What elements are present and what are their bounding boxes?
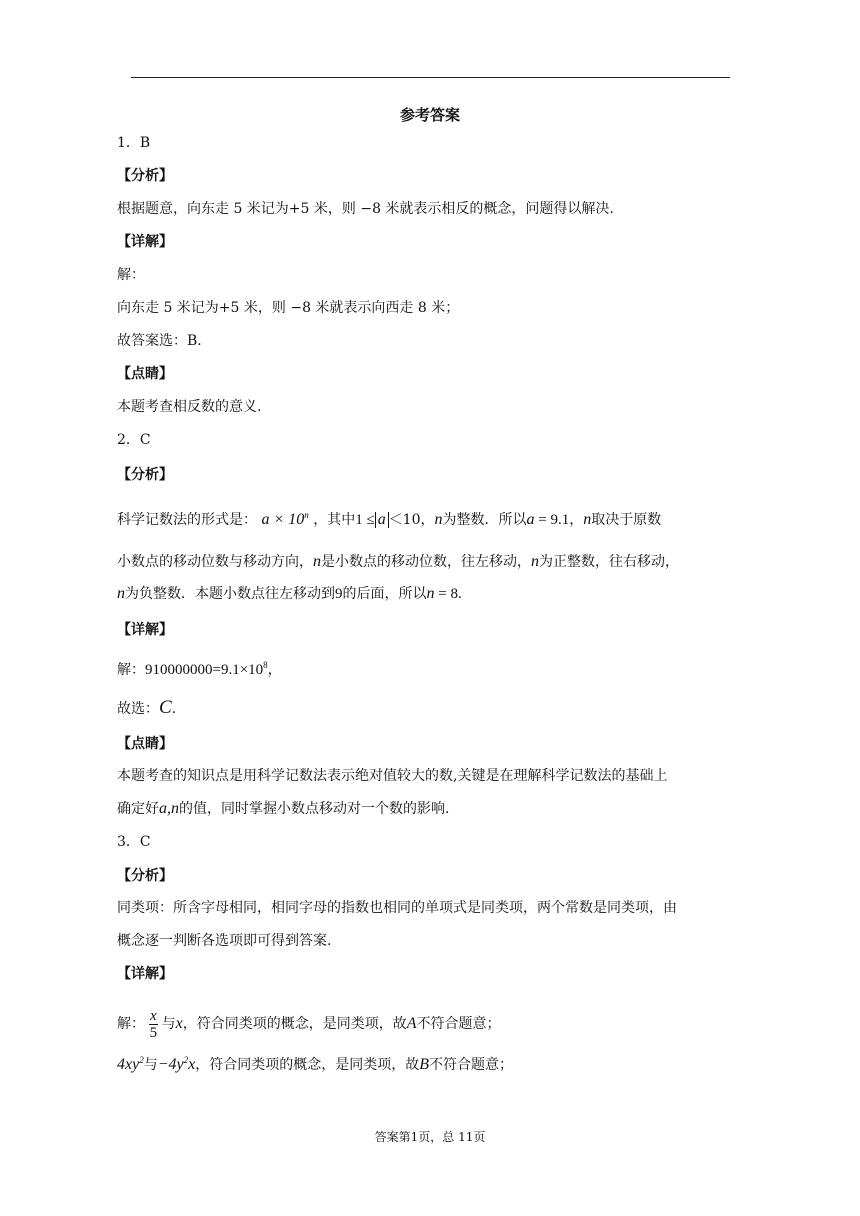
q2-detail-line-2 — [117, 698, 176, 719]
math-superscript: 2 — [139, 1055, 144, 1065]
q2-analysis-line-3 — [117, 584, 462, 604]
text-run: 是小数点的移动位数，往左移动， — [321, 554, 531, 570]
text-run: 确定好 — [117, 801, 159, 817]
text-run: 科学记数法的形式是： — [117, 512, 257, 528]
q2-detail-heading: 【详解】 — [117, 622, 173, 638]
math-variable: a — [526, 511, 535, 528]
math-superscript: 2 — [183, 1055, 189, 1065]
math-variable: A — [406, 1015, 417, 1032]
math-variable: n — [531, 553, 539, 570]
math-run: = 9.1 — [534, 512, 570, 528]
q3-analysis-heading: 【分析】 — [117, 868, 173, 884]
text-run: 为负整数．本题小数点往左移动到 — [125, 586, 335, 602]
text-run: 小数点的移动位数与移动方向， — [117, 554, 313, 570]
fraction-denominator: 5 — [149, 1024, 158, 1041]
fraction-numerator: x — [150, 1007, 157, 1024]
math-expression — [145, 662, 268, 678]
q1-detail-heading: 【详解】 — [117, 234, 173, 250]
text-run: ， — [267, 662, 282, 678]
text-run: 的后面，所以 — [342, 586, 427, 602]
math-variable: n — [117, 585, 125, 602]
text-run: 解： — [117, 1016, 145, 1032]
fraction — [149, 1008, 158, 1041]
absolute-value: a — [375, 512, 389, 528]
math-expression — [158, 1056, 196, 1073]
text-run: 不符合题意； — [429, 1057, 513, 1073]
q2-point-heading: 【点睛】 — [117, 736, 173, 752]
math-variable: C — [159, 697, 172, 718]
q1-analysis-heading: 【分析】 — [117, 168, 173, 184]
text-run: . — [171, 701, 177, 717]
math-run: a × 10 — [261, 511, 305, 528]
text-run: 故选： — [117, 701, 159, 717]
q2-analysis-heading: 【分析】 — [117, 467, 173, 483]
text-run: ，其中 — [313, 512, 356, 528]
math-expression: a,n — [159, 800, 179, 817]
text-run: 解： — [117, 662, 145, 678]
q2-detail-line-1 — [117, 660, 282, 680]
math-run: 9 — [335, 586, 343, 602]
math-run: −4y — [157, 1056, 184, 1073]
q3-detail-line-2 — [117, 1055, 513, 1075]
text-run: 为正整数，往右移动， — [539, 554, 679, 570]
math-expression — [261, 511, 308, 528]
text-run: 为整数．所以 — [442, 512, 527, 528]
text-run: 取决于原数 — [591, 512, 662, 528]
text-run: ＜10， — [388, 512, 435, 528]
text-run: 与 — [143, 1057, 158, 1073]
math-variable: n — [313, 553, 321, 570]
q3-detail-heading: 【详解】 — [117, 966, 173, 982]
page-footer: 答案第1页，总 11页 — [374, 1130, 486, 1144]
q1-point-heading: 【点睛】 — [117, 366, 173, 382]
text-run: 的值，同时掌握小数点移动对一个数的影响. — [179, 801, 450, 817]
math-variable: n — [426, 585, 435, 602]
math-run: = 8. — [434, 586, 462, 602]
text-run: ， — [569, 512, 584, 528]
math-expression — [117, 1056, 144, 1073]
text-run: ，符合同类项的概念，是同类项，故 — [195, 1057, 420, 1073]
math-run: 910000000=9.1×10 — [145, 662, 264, 678]
q1-detail-line: 向东走 5 米记为+5 米，则 −8 米就表示向西走 8 米； — [117, 300, 460, 316]
q2-point-line-1: 本题考查的知识点是用科学记数法表示绝对值较大的数,关键是在理解科学记数法的基础上 — [117, 768, 668, 784]
page-title: 参考答案 — [399, 106, 460, 124]
math-run: 1 ≤ — [355, 512, 375, 528]
math-variable: n — [583, 511, 592, 528]
math-variable: B — [419, 1056, 429, 1073]
q1-detail-line: 解： — [117, 267, 145, 283]
math-variable: x — [175, 1015, 183, 1032]
q2-analysis-line-2 — [117, 552, 679, 572]
math-run: x — [188, 1056, 196, 1073]
q2-answer: 2．C — [117, 432, 151, 448]
math-run: 4xy — [117, 1056, 140, 1073]
text-run: 与 — [161, 1016, 176, 1032]
q3-detail-line-1 — [117, 1006, 501, 1042]
q1-analysis-text: 根据题意，向东走 5 米记为+5 米，则 −8 米就表示相反的概念，问题得以解决. — [117, 201, 614, 217]
q2-point-line-2 — [117, 799, 449, 819]
q3-answer: 3．C — [117, 834, 151, 850]
math-superscript: 8 — [263, 660, 268, 670]
text-run: ，符合同类项的概念，是同类项，故 — [182, 1016, 407, 1032]
q1-point-text: 本题考查相反数的意义. — [117, 399, 262, 415]
text-run: 不符合题意； — [416, 1016, 501, 1032]
math-superscript: n — [304, 510, 309, 520]
math-variable: n — [434, 511, 443, 528]
q3-analysis-line-2: 概念逐一判断各选项即可得到答案. — [117, 933, 332, 949]
q2-analysis-line-1 — [117, 510, 661, 530]
q1-answer: 1．B — [117, 135, 151, 151]
q1-detail-line: 故答案选：B. — [117, 333, 202, 349]
header-rule — [131, 77, 730, 78]
q3-analysis-line-1: 同类项：所含字母相同，相同字母的指数也相同的单项式是同类项，两个常数是同类项，由 — [117, 900, 677, 916]
